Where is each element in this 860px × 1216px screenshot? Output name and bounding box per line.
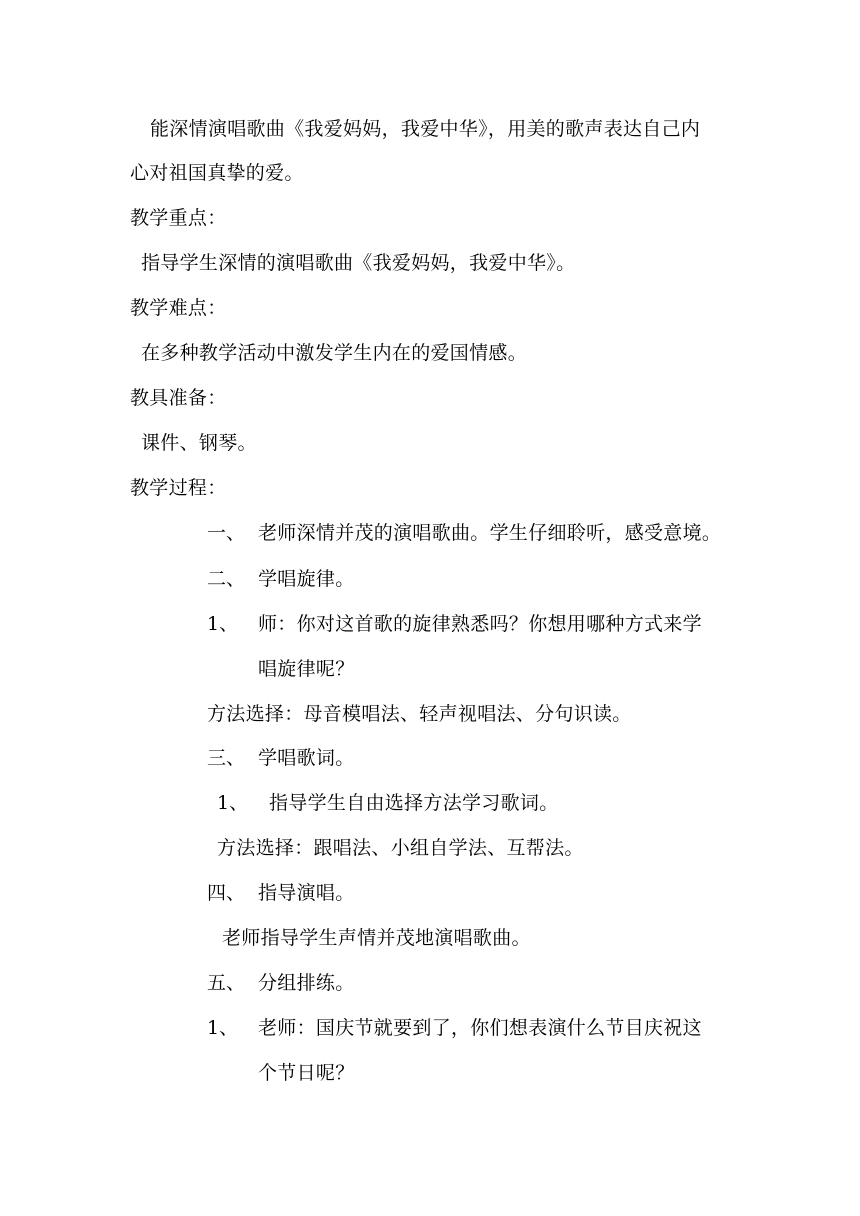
step-5-text: 分组排练。 <box>258 972 355 994</box>
intro-line-2: 心对祖国真挚的爱。 <box>130 162 304 184</box>
step-1-number: 一、 <box>207 522 246 544</box>
intro-line-1: 能深情演唱歌曲《我爱妈妈，我爱中华》，用美的歌声表达自己内 <box>150 118 701 140</box>
step-5-sub-1-line-2: 个节日呢？ <box>258 1062 355 1084</box>
step-2-sub-1-line-2: 唱旋律呢？ <box>258 658 355 680</box>
step-2-sub-1-number: 1、 <box>207 613 239 635</box>
difficulties-heading: 教学难点： <box>130 297 227 319</box>
step-4-description: 老师指导学生声情并茂地演唱歌曲。 <box>222 927 531 949</box>
step-2-text: 学唱旋律。 <box>258 568 355 590</box>
key-points-text: 指导学生深情的演唱歌曲《我爱妈妈，我爱中华》。 <box>141 252 576 274</box>
step-3-sub-1-text: 指导学生自由选择方法学习歌词。 <box>269 792 559 814</box>
step-3-text: 学唱歌词。 <box>258 747 355 769</box>
process-heading: 教学过程： <box>130 477 227 499</box>
tools-text: 课件、钢琴。 <box>141 432 257 454</box>
step-3-method: 方法选择：跟唱法、小组自学法、互帮法。 <box>217 837 584 859</box>
step-4-number: 四、 <box>207 882 246 904</box>
step-5-sub-1-line-1: 老师：国庆节就要到了，你们想表演什么节目庆祝这 <box>258 1017 702 1039</box>
difficulties-text: 在多种教学活动中激发学生内在的爱国情感。 <box>141 342 528 364</box>
step-5-number: 五、 <box>207 972 246 994</box>
key-points-heading: 教学重点： <box>130 207 227 229</box>
step-5-sub-1-number: 1、 <box>207 1017 239 1039</box>
tools-heading: 教具准备： <box>130 387 227 409</box>
step-1-text: 老师深情并茂的演唱歌曲。学生仔细聆听，感受意境。 <box>258 522 722 544</box>
step-3-number: 三、 <box>207 747 246 769</box>
step-2-sub-1-line-1: 师：你对这首歌的旋律熟悉吗？你想用哪种方式来学 <box>258 613 702 635</box>
step-2-number: 二、 <box>207 568 246 590</box>
step-2-method: 方法选择：母音模唱法、轻声视唱法、分句识读。 <box>207 703 632 725</box>
step-3-sub-1-number: 1、 <box>217 792 249 814</box>
step-4-text: 指导演唱。 <box>258 882 355 904</box>
